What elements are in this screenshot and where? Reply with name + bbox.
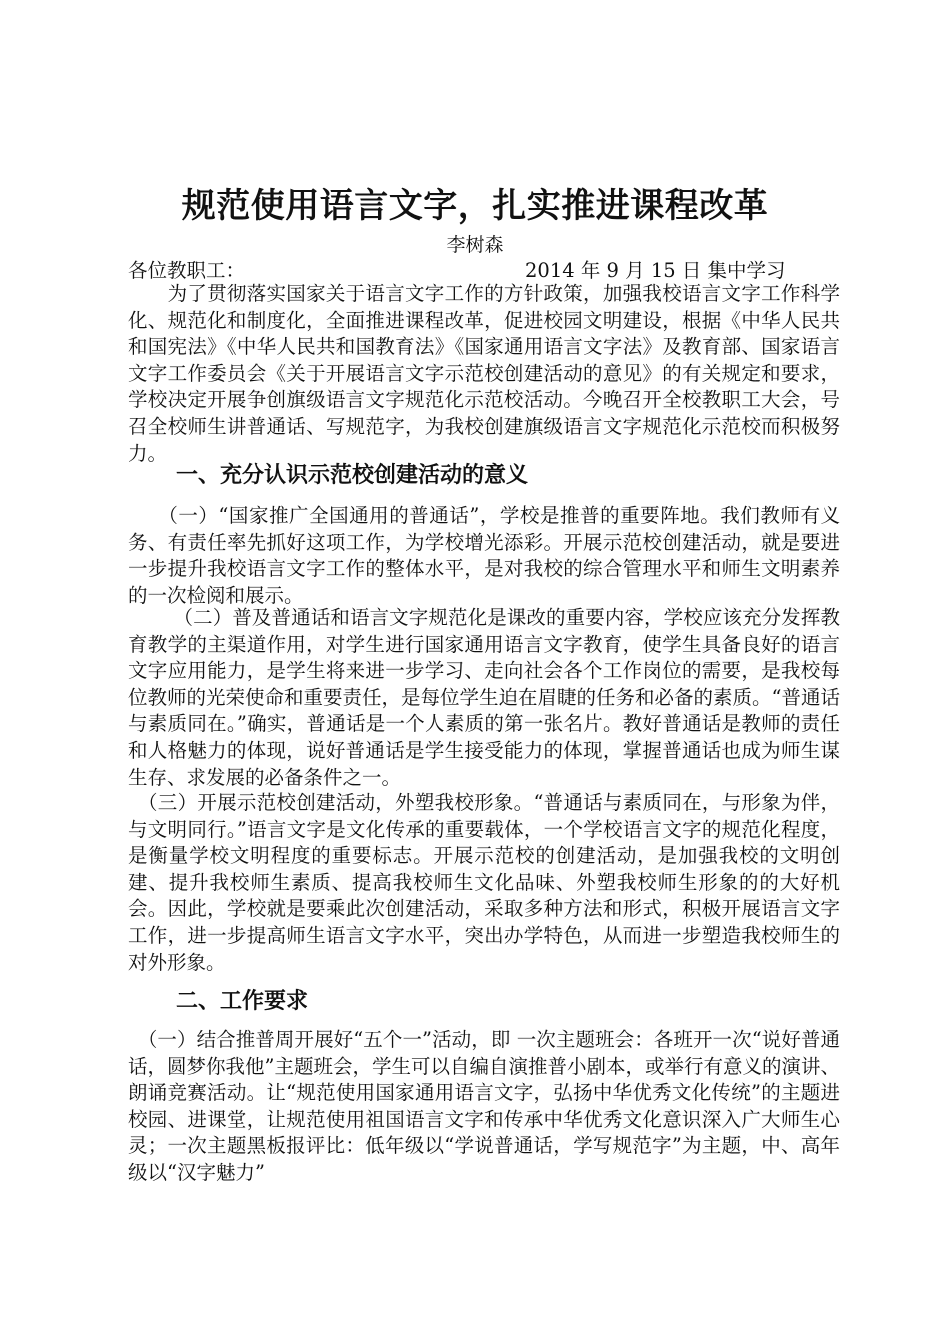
section-heading-1: 一、充分认识示范校创建活动的意义 [176,463,529,488]
section1-paragraph-3: （三）开展示范校创建活动，外塑我校形象。“普通话与素质同在，与形象为伴，与文明同行。”语言文字是文化传承的重要载体，一个学校语言文字的规范化程度，是衡量学校文明程度的重要标志。开展示范校的创建活动，是加强我校的文明创建、提升我校师生素质、提高我校师生文化品味、外塑我校师生形象的的大好机会。因此，学校就是要乘此次创建活动，采取多种方法和形式，积极开展语言文字工作，进一步提高师生语言文字水平，突出办学特色，从而进一步塑造我校师生的对外形象。 [128,791,840,974]
intro-paragraph: 为了贯彻落实国家关于语言文字工作的方针政策，加强我校语言文字工作科学化、规范化和制度化，全面推进课程改革，促进校园文明建设，根据《中华人民共和国宪法》《中华人民共和国教育法》《国家通用语言文字法》及教育部、国家语言文字工作委员会《关于开展语言文字示范校创建活动的意见》的有关规定和要求，学校决定开展争创旗级语言文字规范化示范校活动。今晚召开全校教职工大会，号召全校师生讲普通话、写规范字，为我校创建旗级语言文字规范化示范校而积极努力。 [128,282,840,465]
salutation: 各位教职工： [128,259,246,282]
section-heading-2: 二、工作要求 [176,989,309,1014]
document-title: 规范使用语言文字，扎实推进课程改革 [181,186,769,226]
section1-paragraph-2: （二）普及普通话和语言文字规范化是课改的重要内容，学校应该充分发挥教育教学的主渠道作用，对学生进行国家通用语言文字教育，使学生具备良好的语言文字应用能力，是学生将来进一步学习、走向社会各个工作岗位的需要，是我校每位教师的光荣使命和重要责任，是每位学生迫在眉睫的任务和必备的素质。“普通话与素质同在。”确实，普通话是一个人素质的第一张名片。教好普通话是教师的责任和人格魅力的体现，说好普通话是学生接受能力的体现，掌握普通话也成为师生谋生存、求发展的必备条件之一。 [128,606,840,789]
date-info: 2014 年 9 月 15 日 集中学习 [525,259,786,282]
section1-paragraph-1: （一）“国家推广全国通用的普通话”，学校是推普的重要阵地。我们教师有义务、有责任率先抓好这项工作，为学校增光添彩。开展示范校创建活动，就是要进一步提升我校语言文字工作的整体水平，是对我校的综合管理水平和师生文明素养的一次检阅和展示。 [128,504,840,607]
section2-paragraph-1: （一）结合推普周开展好“五个一”活动，即 一次主题班会：各班开一次“说好普通话，圆梦你我他”主题班会，学生可以自编自演推普小剧本，或举行有意义的演讲、朗诵竞赛活动。让“规范使用国家通用语言文字，弘扬中华优秀文化传统”的主题进校园、进课堂，让规范使用祖国语言文字和传承中华优秀文化意识深入广大师生心灵；一次主题黑板报评比：低年级以“学说普通话，学写规范字”为主题，中、高年级以“汉字魅力” [128,1028,840,1184]
author-name: 李树森 [446,234,504,256]
